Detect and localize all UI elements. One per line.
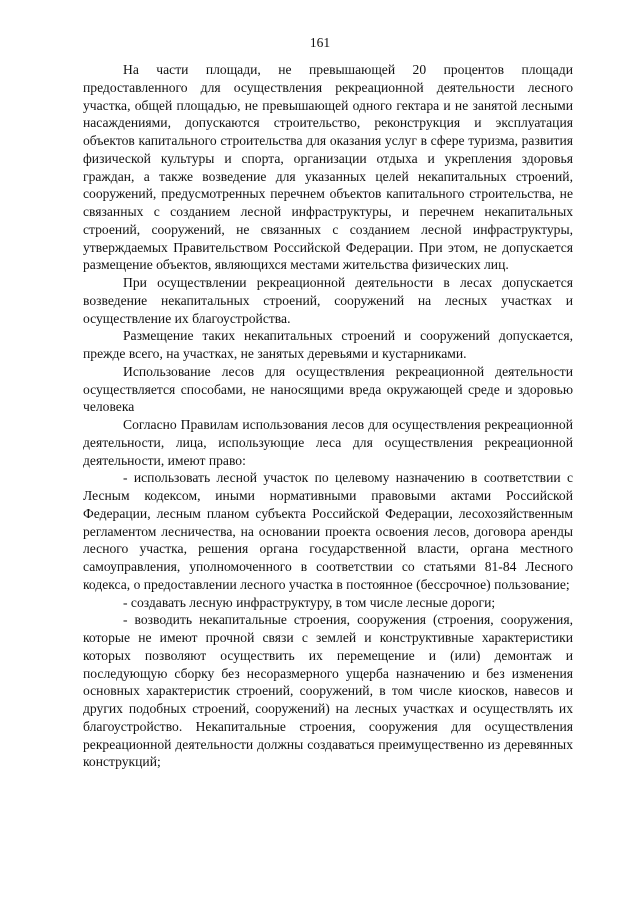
paragraph-methods: Использование лесов для осуществления рекреационной деятельности осуществляется способами, не наносящими вреда окружающей среде и здоровью человека (83, 363, 573, 415)
paragraph-recreation-area: На части площади, не превышающей 20 процентов площади предоставленного для осуществления рекреационной деятельности лесного участка, общей площадью, не превышающей одного гектара и не занятой лесными насаждениями, допускаются строительство, реконструкция и эксплуатация объектов капитального строительства для оказания услуг в сфере туризма, развития физической культуры и спорта, организации отдыха и укрепления здоровья граждан, а также возведение для указанных целей некапитальных строений, сооружений, предусмотренных перечнем объектов капитального строительства, не связанных с созданием лесной инфраструктуры, и перечнем некапитальных строений, сооружений, не связанных с созданием лесной инфраструктуры, утверждаемых Правительством Российской Федерации. При этом, не допускается размещение объектов, являющихся местами жительства физических лиц. (83, 62, 573, 273)
paragraph-placement: Размещение таких некапитальных строений и сооружений допускается, прежде всего, на участках, не занятых деревьями и кустарниками. (83, 328, 573, 361)
list-item-build-structures: - возводить некапитальные строения, сооружения (строения, сооружения, которые не имеют прочной связи с землей и конструктивные характеристики которых позволяют осуществить их перемещение и (или) демонтаж и последующую сборку без несоразмерного ущерба назначению и без изменения основных характеристик строений, сооружений, в том числе киосков, навесов и других подобных строений, сооружений) на лесных участках и осуществлять их благоустройство. Некапитальные строения, сооружения для осуществления рекреационной деятельности должны создаваться преимущественно из деревянных конструкций; (83, 612, 573, 770)
list-item-infrastructure: - создавать лесную инфраструктуру, в том числе лесные дороги; (123, 594, 496, 610)
paragraph-temporary-structures: При осуществлении рекреационной деятельности в лесах допускается возведение некапитальных строений, сооружений на лесных участках и осуществление их благоустройства. (83, 275, 573, 326)
list-item-use-plot: - использовать лесной участок по целевому назначению в соответствии с Лесным кодексом, иными нормативными правовыми актами Российской Федерации, лесным планом субъекта Российской Федерации, лесохозяйственным регламентом лесничества, на основании проекта освоения лесов, договора аренды лесного участка, решения органа государственной власти, органа местного самоуправления, уполномоченного в соответствии со статьями 81-84 Лесного кодекса, о предоставлении лесного участка в постоянное (бессрочное) пользование; (83, 470, 573, 592)
document-body (83, 61, 573, 771)
page-number: 161 (309, 35, 331, 50)
paragraph-rights-intro: Согласно Правилам использования лесов для осуществления рекреационной деятельности, лица, использующие леса для осуществления рекреационной деятельности, имеют право: (83, 417, 573, 468)
